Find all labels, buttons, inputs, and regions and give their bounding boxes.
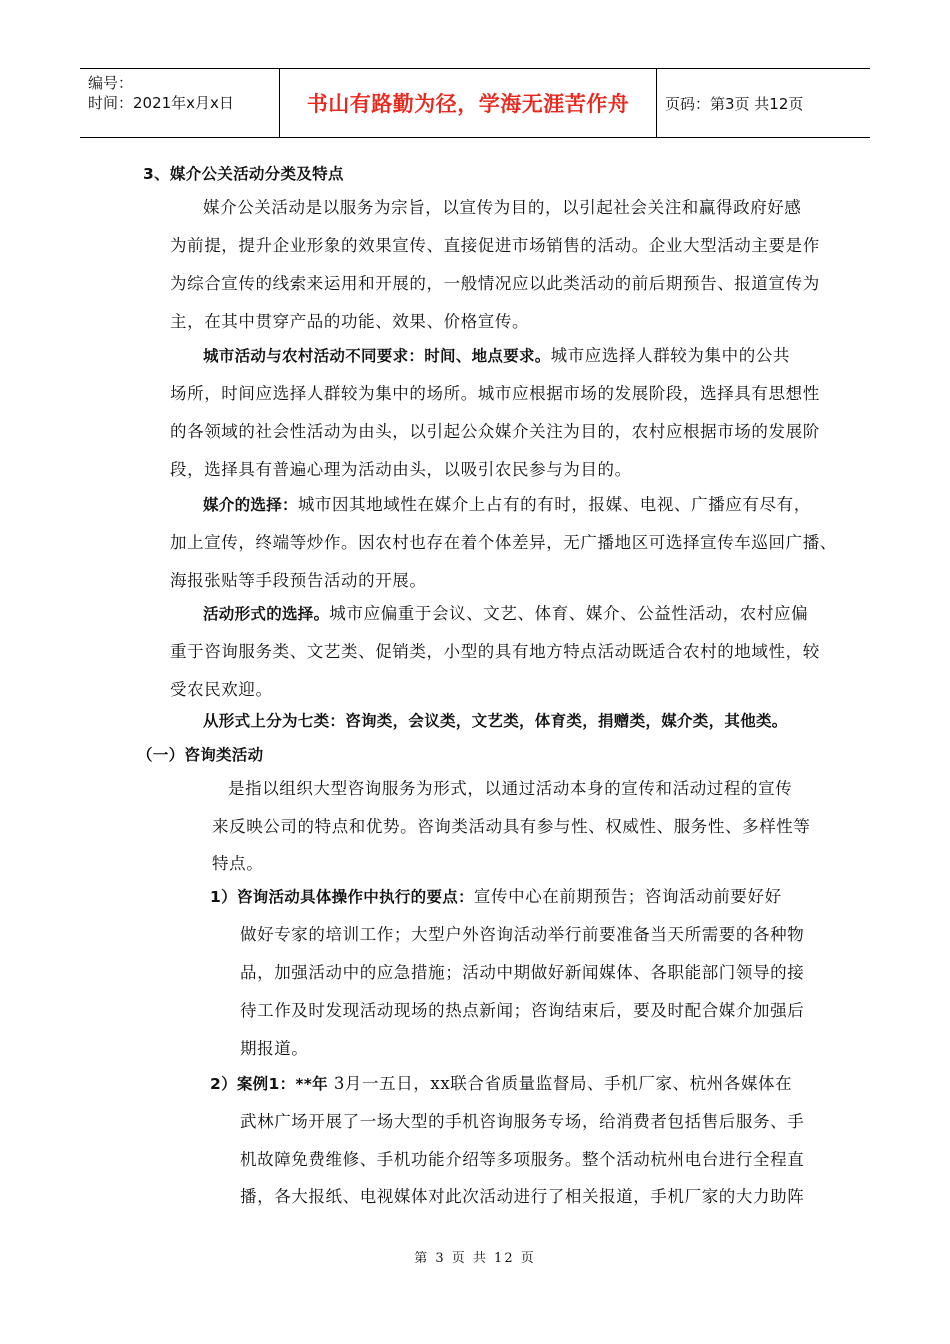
body-text: 武林广场开展了一场大型的手机咨询服务专场，给消费者包括售后服务、手 <box>240 1112 805 1131</box>
body-text: 场所，时间应选择人群较为集中的场所。城市应根据市场的发展阶段，选择具有思想性 <box>170 384 820 403</box>
body-text: 宣传中心在前期预告；咨询活动前要好好 <box>473 887 782 906</box>
text-line <box>228 778 792 800</box>
motto: 书山有路勤为径，学海无涯苦作舟 <box>280 69 657 137</box>
text-line <box>203 710 788 732</box>
body-text: 的各领域的社会性活动为由头，以引起公众媒介关注为目的，农村应根据市场的发展阶 <box>170 422 820 441</box>
text-line <box>203 345 790 367</box>
text-line <box>137 744 263 766</box>
header-meta <box>80 69 280 137</box>
body-text: 品，加强活动中的应急措施；活动中期做好新闻媒体、各职能部门领导的接 <box>240 963 805 982</box>
text-line <box>212 816 811 838</box>
bold-text: （一）咨询类活动 <box>137 746 264 764</box>
time-label: 时间：2021年x月x日 <box>88 94 234 112</box>
text-line <box>170 459 632 481</box>
body-text: 特点。 <box>212 854 264 873</box>
text-line <box>210 886 782 908</box>
body-text: 城市应选择人群较为集中的公共 <box>550 346 791 365</box>
text-line <box>212 853 263 875</box>
body-text: 3月一五日，xx联合省质量监督局、手机厂家、杭州各媒体在 <box>327 1074 793 1093</box>
page-footer: 第 3 页 共 12 页 <box>414 1251 536 1266</box>
bold-text: 从形式上分为七类：咨询类，会议类，文艺类，体育类，捐赠类，媒介类，其他类。 <box>203 712 788 730</box>
body-text: 海报张贴等手段预告活动的开展。 <box>170 571 427 590</box>
body-text: 段，选择具有普遍心理为活动由头，以吸引农民参与为目的。 <box>170 460 632 479</box>
page-info: 页码：第3页 共12页 <box>665 94 804 113</box>
text-line <box>240 1000 804 1022</box>
text-line <box>170 383 820 405</box>
body-text: 待工作及时发现活动现场的热点新闻；咨询结束后，要及时配合媒介加强后 <box>240 1001 805 1020</box>
text-line <box>170 641 820 663</box>
bold-text: 1）咨询活动具体操作中执行的要点： <box>210 888 474 906</box>
page-header <box>80 68 870 138</box>
text-line <box>170 311 529 333</box>
bold-text: 活动形式的选择。 <box>203 605 330 623</box>
bold-text: 城市活动与农村活动不同要求：时间、地点要求。 <box>203 347 551 365</box>
text-line <box>240 962 804 984</box>
bold-text: 3、媒介公关活动分类及特点 <box>143 165 344 183</box>
text-line <box>240 1186 804 1208</box>
body-text: 城市应偏重于会议、文艺、体育、媒介、公益性活动，农村应偏 <box>329 604 809 623</box>
text-line <box>170 532 837 554</box>
bold-text: 2）案例1：**年 <box>210 1075 328 1093</box>
text-line <box>240 1111 804 1133</box>
body-text: 受农民欢迎。 <box>170 680 273 699</box>
text-line <box>203 603 808 625</box>
body-text: 城市因其地域性在媒介上占有的有时，报媒、电视、广播应有尽有， <box>297 495 811 514</box>
text-line <box>203 494 811 516</box>
text-line <box>170 570 427 592</box>
text-line <box>170 273 820 295</box>
body-text: 做好专家的培训工作；大型户外咨询活动举行前要准备当天所需要的各种物 <box>240 925 805 944</box>
text-line <box>170 679 273 701</box>
text-line <box>143 163 344 185</box>
text-line <box>170 421 820 443</box>
body-text: 媒介公关活动是以服务为宗旨，以宣传为目的，以引起社会关注和赢得政府好感 <box>203 198 802 217</box>
text-line <box>240 924 804 946</box>
body-text: 重于咨询服务类、文艺类、促销类，小型的具有地方特点活动既适合农村的地域性，较 <box>170 642 820 661</box>
text-line <box>240 1149 804 1171</box>
text-line <box>240 1038 308 1060</box>
text-line <box>170 235 820 257</box>
text-line <box>203 197 802 219</box>
body-text: 为综合宣传的线索来运用和开展的，一般情况应以此类活动的前后期预告、报道宣传为 <box>170 274 820 293</box>
body-text: 机故障免费维修、手机功能介绍等多项服务。整个活动杭州电台进行全程直 <box>240 1150 805 1169</box>
number-label: 编号： <box>88 74 134 92</box>
body-text: 期报道。 <box>240 1039 309 1058</box>
body-text: 主，在其中贯穿产品的功能、效果、价格宣传。 <box>170 312 530 331</box>
body-text: 播，各大报纸、电视媒体对此次活动进行了相关报道，手机厂家的大力助阵 <box>240 1187 805 1206</box>
body-text: 是指以组织大型咨询服务为形式，以通过活动本身的宣传和活动过程的宣传 <box>228 779 793 798</box>
bold-text: 媒介的选择： <box>203 496 298 514</box>
body-text: 加上宣传，终端等炒作。因农村也存在着个体差异，无广播地区可选择宣传车巡回广播、 <box>170 533 837 552</box>
body-text: 为前提，提升企业形象的效果宣传、直接促进市场销售的活动。企业大型活动主要是作 <box>170 236 820 255</box>
body-text: 来反映公司的特点和优势。咨询类活动具有参与性、权威性、服务性、多样性等 <box>212 817 811 836</box>
text-line <box>210 1073 792 1095</box>
